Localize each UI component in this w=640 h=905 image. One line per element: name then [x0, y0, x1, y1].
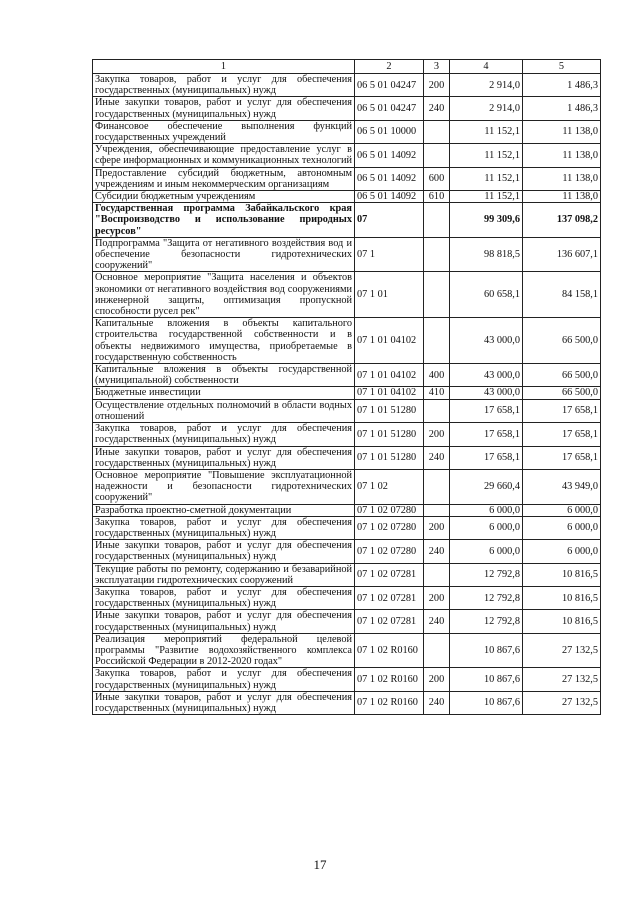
row-amount-1-cell: 11 152,1	[450, 120, 523, 143]
row-amount-1-cell: 2 914,0	[450, 97, 523, 120]
row-name-cell: Разработка проектно-сметной документации	[93, 504, 355, 516]
row-amount-2-cell: 66 500,0	[523, 387, 601, 399]
row-expense-type-cell: 200	[424, 423, 450, 446]
row-amount-2-cell: 137 098,2	[523, 203, 601, 238]
row-amount-1-cell: 6 000,0	[450, 516, 523, 539]
row-amount-2-cell: 136 607,1	[523, 237, 601, 272]
row-amount-2-cell: 27 132,5	[523, 633, 601, 668]
row-amount-1-cell: 43 000,0	[450, 387, 523, 399]
row-code-cell: 07 1 01	[355, 272, 424, 318]
row-amount-1-cell: 11 152,1	[450, 191, 523, 203]
row-amount-1-cell: 6 000,0	[450, 504, 523, 516]
row-amount-1-cell: 43 000,0	[450, 364, 523, 387]
row-amount-1-cell: 98 818,5	[450, 237, 523, 272]
row-code-cell: 07 1 01 51280	[355, 423, 424, 446]
row-expense-type-cell	[424, 399, 450, 422]
row-expense-type-cell	[424, 633, 450, 668]
row-code-cell: 07 1 02 07281	[355, 610, 424, 633]
row-amount-1-cell: 6 000,0	[450, 540, 523, 563]
table-row	[93, 516, 601, 539]
row-expense-type-cell	[424, 203, 450, 238]
row-amount-1-cell: 10 867,6	[450, 633, 523, 668]
row-amount-1-cell: 17 658,1	[450, 423, 523, 446]
row-amount-1-cell: 12 792,8	[450, 586, 523, 609]
row-amount-2-cell: 11 138,0	[523, 120, 601, 143]
row-amount-2-cell: 17 658,1	[523, 446, 601, 469]
row-code-cell: 07 1 02 07280	[355, 540, 424, 563]
table-row	[93, 97, 601, 120]
row-amount-2-cell: 1 486,3	[523, 97, 601, 120]
column-header-name: 1	[93, 60, 355, 74]
row-amount-1-cell: 10 867,6	[450, 691, 523, 714]
table-body	[93, 74, 601, 715]
row-code-cell: 07 1 01 04102	[355, 364, 424, 387]
row-amount-2-cell: 43 949,0	[523, 469, 601, 504]
row-amount-2-cell: 10 816,5	[523, 563, 601, 586]
table-row	[93, 668, 601, 691]
column-header-expense-type: 3	[424, 60, 450, 74]
row-code-cell: 07	[355, 203, 424, 238]
row-name-cell: Закупка товаров, работ и услуг для обеспечения государственных (муниципальных) нужд	[93, 423, 355, 446]
row-amount-2-cell: 6 000,0	[523, 540, 601, 563]
table-row	[93, 399, 601, 422]
row-name-cell: Предоставление субсидий бюджетным, автономным учреждениям и иным некоммерческим организациям	[93, 167, 355, 190]
table-row	[93, 563, 601, 586]
row-code-cell: 07 1 01 51280	[355, 399, 424, 422]
row-amount-1-cell: 17 658,1	[450, 399, 523, 422]
row-expense-type-cell	[424, 272, 450, 318]
row-amount-2-cell: 10 816,5	[523, 586, 601, 609]
row-amount-2-cell: 1 486,3	[523, 74, 601, 97]
row-amount-1-cell: 11 152,1	[450, 144, 523, 167]
row-expense-type-cell	[424, 563, 450, 586]
table-row	[93, 610, 601, 633]
row-code-cell: 07 1 01 04102	[355, 387, 424, 399]
row-name-cell: Закупка товаров, работ и услуг для обеспечения государственных (муниципальных) нужд	[93, 74, 355, 97]
row-expense-type-cell: 200	[424, 586, 450, 609]
row-code-cell: 07 1 01 04102	[355, 318, 424, 364]
column-header-amount-2: 5	[523, 60, 601, 74]
row-expense-type-cell: 240	[424, 691, 450, 714]
row-amount-1-cell: 29 660,4	[450, 469, 523, 504]
row-amount-2-cell: 10 816,5	[523, 610, 601, 633]
row-expense-type-cell: 240	[424, 610, 450, 633]
row-name-cell: Подпрограмма "Защита от негативного воздействия вод и обеспечение безопасности гидротехнических сооружений"	[93, 237, 355, 272]
row-expense-type-cell	[424, 318, 450, 364]
row-amount-1-cell: 12 792,8	[450, 610, 523, 633]
row-code-cell: 07 1 02	[355, 469, 424, 504]
row-code-cell: 07 1 02 07280	[355, 516, 424, 539]
row-amount-1-cell: 2 914,0	[450, 74, 523, 97]
row-amount-2-cell: 11 138,0	[523, 144, 601, 167]
row-expense-type-cell: 240	[424, 540, 450, 563]
row-code-cell: 07 1 02 07280	[355, 504, 424, 516]
column-header-code: 2	[355, 60, 424, 74]
row-amount-2-cell: 17 658,1	[523, 423, 601, 446]
table-row	[93, 504, 601, 516]
row-expense-type-cell: 610	[424, 191, 450, 203]
table-row	[93, 633, 601, 668]
table-row	[93, 74, 601, 97]
row-amount-1-cell: 17 658,1	[450, 446, 523, 469]
row-name-cell: Субсидии бюджетным учреждениям	[93, 191, 355, 203]
row-code-cell: 06 5 01 04247	[355, 74, 424, 97]
row-amount-2-cell: 11 138,0	[523, 167, 601, 190]
row-amount-1-cell: 11 152,1	[450, 167, 523, 190]
row-name-cell: Иные закупки товаров, работ и услуг для обеспечения государственных (муниципальных) нужд	[93, 540, 355, 563]
row-code-cell: 07 1 02 R0160	[355, 668, 424, 691]
row-name-cell: Иные закупки товаров, работ и услуг для обеспечения государственных (муниципальных) нужд	[93, 97, 355, 120]
row-amount-2-cell: 6 000,0	[523, 516, 601, 539]
row-amount-1-cell: 12 792,8	[450, 563, 523, 586]
row-name-cell: Текущие работы по ремонту, содержанию и безаварийной эксплуатации гидротехнических сооружений	[93, 563, 355, 586]
row-amount-2-cell: 27 132,5	[523, 668, 601, 691]
table-header	[93, 60, 601, 74]
row-name-cell: Учреждения, обеспечивающие предоставление услуг в сфере информационных и коммуникационных технологий	[93, 144, 355, 167]
table-row	[93, 203, 601, 238]
row-name-cell: Основное мероприятие "Повышение эксплуатационной надежности и безопасности гидротехнических сооружений"	[93, 469, 355, 504]
row-name-cell: Иные закупки товаров, работ и услуг для обеспечения государственных (муниципальных) нужд	[93, 691, 355, 714]
row-name-cell: Иные закупки товаров, работ и услуг для обеспечения государственных (муниципальных) нужд	[93, 610, 355, 633]
row-code-cell: 07 1 02 07281	[355, 563, 424, 586]
row-code-cell: 07 1 02 R0160	[355, 691, 424, 714]
row-name-cell: Иные закупки товаров, работ и услуг для обеспечения государственных (муниципальных) нужд	[93, 446, 355, 469]
row-code-cell: 07 1 02 07281	[355, 586, 424, 609]
row-code-cell: 06 5 01 14092	[355, 144, 424, 167]
table-row	[93, 364, 601, 387]
row-amount-2-cell: 66 500,0	[523, 318, 601, 364]
row-expense-type-cell: 240	[424, 446, 450, 469]
table-row	[93, 423, 601, 446]
table-row	[93, 191, 601, 203]
header-row	[93, 60, 601, 74]
row-amount-2-cell: 17 658,1	[523, 399, 601, 422]
row-name-cell: Закупка товаров, работ и услуг для обеспечения государственных (муниципальных) нужд	[93, 516, 355, 539]
row-name-cell: Закупка товаров, работ и услуг для обеспечения государственных (муниципальных) нужд	[93, 668, 355, 691]
row-amount-2-cell: 27 132,5	[523, 691, 601, 714]
row-expense-type-cell: 400	[424, 364, 450, 387]
row-code-cell: 07 1	[355, 237, 424, 272]
row-name-cell: Финансовое обеспечение выполнения функций государственных учреждений	[93, 120, 355, 143]
row-expense-type-cell	[424, 469, 450, 504]
table-row	[93, 691, 601, 714]
table-row	[93, 272, 601, 318]
row-amount-2-cell: 84 158,1	[523, 272, 601, 318]
table-row	[93, 540, 601, 563]
row-name-cell: Капитальные вложения в объекты государственной (муниципальной) собственности	[93, 364, 355, 387]
table-row	[93, 144, 601, 167]
table-row	[93, 120, 601, 143]
row-amount-1-cell: 10 867,6	[450, 668, 523, 691]
row-amount-1-cell: 43 000,0	[450, 318, 523, 364]
row-code-cell: 06 5 01 14092	[355, 191, 424, 203]
row-code-cell: 07 1 01 51280	[355, 446, 424, 469]
row-expense-type-cell	[424, 504, 450, 516]
row-expense-type-cell	[424, 237, 450, 272]
row-name-cell: Реализация мероприятий федеральной целевой программы "Развитие водохозяйственного комплекса Российской Федерации в 2012-2020 годах"	[93, 633, 355, 668]
column-header-amount-1: 4	[450, 60, 523, 74]
table-row	[93, 387, 601, 399]
budget-table	[92, 59, 601, 715]
row-name-cell: Капитальные вложения в объекты капитального строительства государственной собственности и в объекты недвижимого имущества, приобретаемые в государственную собственность	[93, 318, 355, 364]
table-row	[93, 237, 601, 272]
row-amount-1-cell: 99 309,6	[450, 203, 523, 238]
table-row	[93, 586, 601, 609]
page-number: 17	[313, 857, 327, 872]
row-name-cell: Бюджетные инвестиции	[93, 387, 355, 399]
row-amount-1-cell: 60 658,1	[450, 272, 523, 318]
row-expense-type-cell: 200	[424, 516, 450, 539]
row-code-cell: 07 1 02 R0160	[355, 633, 424, 668]
row-name-cell: Закупка товаров, работ и услуг для обеспечения государственных (муниципальных) нужд	[93, 586, 355, 609]
row-name-cell: Осуществление отдельных полномочий в области водных отношений	[93, 399, 355, 422]
row-name-cell: Основное мероприятие "Защита населения и объектов экономики от негативного воздействия вод сооружениями инженерной защиты, оптимизация пропускной способности русел рек"	[93, 272, 355, 318]
table-row	[93, 318, 601, 364]
row-name-cell: Государственная программа Забайкальского края "Воспроизводство и использование природных ресурсов"	[93, 203, 355, 238]
row-expense-type-cell	[424, 144, 450, 167]
row-amount-2-cell: 6 000,0	[523, 504, 601, 516]
row-expense-type-cell: 200	[424, 668, 450, 691]
table-row	[93, 469, 601, 504]
row-code-cell: 06 5 01 04247	[355, 97, 424, 120]
table-row	[93, 167, 601, 190]
row-expense-type-cell: 200	[424, 74, 450, 97]
row-amount-2-cell: 66 500,0	[523, 364, 601, 387]
row-expense-type-cell	[424, 120, 450, 143]
row-code-cell: 06 5 01 14092	[355, 167, 424, 190]
row-amount-2-cell: 11 138,0	[523, 191, 601, 203]
row-expense-type-cell: 600	[424, 167, 450, 190]
row-expense-type-cell: 240	[424, 97, 450, 120]
table-row	[93, 446, 601, 469]
row-expense-type-cell: 410	[424, 387, 450, 399]
row-code-cell: 06 5 01 10000	[355, 120, 424, 143]
